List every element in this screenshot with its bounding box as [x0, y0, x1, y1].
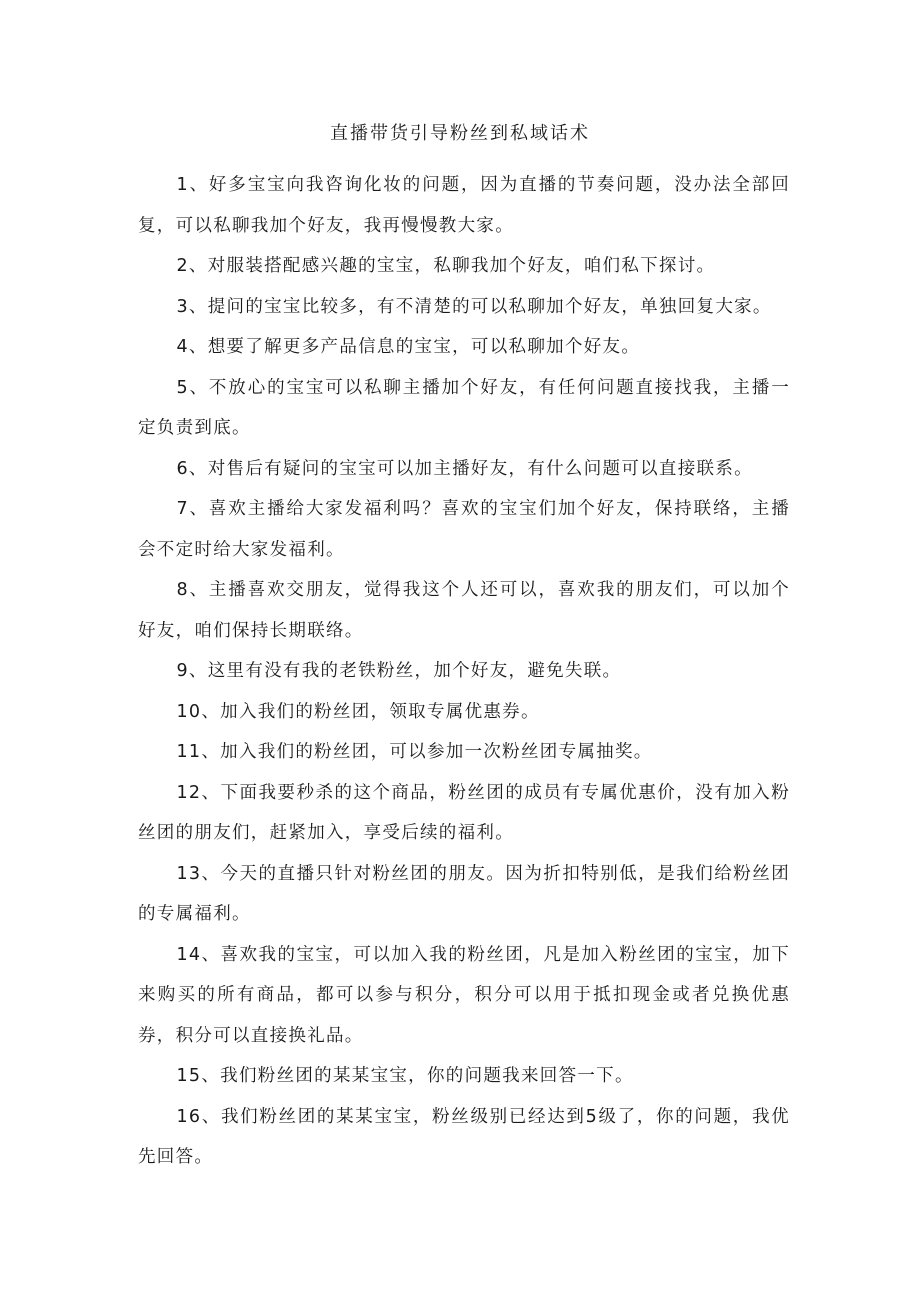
- document-body: [138, 165, 790, 1178]
- paragraph-10: 10、加入我们的粉丝团，领取专属优惠券。: [176, 701, 540, 722]
- paragraph-16: 16、我们粉丝团的某某宝宝，粉丝级别已经达到5级了，你的问题，我优先回答。: [138, 1106, 790, 1167]
- paragraph-7: 7、喜欢主播给大家发福利吗？喜欢的宝宝们加个好友，保持联络，主播会不定时给大家发福利。: [138, 499, 790, 560]
- paragraph-4: 4、想要了解更多产品信息的宝宝，可以私聊加个好友。: [176, 337, 641, 357]
- paragraph-2: 2、对服装搭配感兴趣的宝宝，私聊我加个好友，咱们私下探讨。: [176, 256, 716, 276]
- paragraph-9: 9、这里有没有我的老铁粉丝，加个好友，避免失联。: [176, 661, 622, 681]
- paragraph-12: 12、下面我要秒杀的这个商品，粉丝团的成员有专属优惠价，没有加入粉丝团的朋友们，赶紧加入，享受后续的福利。: [138, 782, 790, 843]
- paragraph-3: 3、提问的宝宝比较多，有不清楚的可以私聊加个好友，单独回复大家。: [176, 296, 772, 317]
- paragraph-5: 5、不放心的宝宝可以私聊主播加个好友，有任何问题直接找我，主播一定负责到底。: [138, 377, 790, 438]
- paragraph-1: 1、好多宝宝向我咨询化妆的问题，因为直播的节奏问题，没办法全部回复，可以私聊我加个好友，我再慢慢教大家。: [138, 175, 790, 236]
- paragraph-11: 11、加入我们的粉丝团，可以参加一次粉丝团专属抽奖。: [176, 742, 653, 762]
- paragraph-14: 14、喜欢我的宝宝，可以加入我的粉丝团，凡是加入粉丝团的宝宝，加下来购买的所有商品，都可以参与积分，积分可以用于抵扣现金或者兑换优惠券，积分可以直接换礼品。: [138, 944, 790, 1046]
- paragraph-8: 8、主播喜欢交朋友，觉得我这个人还可以，喜欢我的朋友们，可以加个好友，咱们保持长期联络。: [138, 580, 790, 641]
- paragraph-13: 13、今天的直播只针对粉丝团的朋友。因为折扣特别低，是我们给粉丝团的专属福利。: [138, 863, 790, 924]
- paragraph-6: 6、对售后有疑问的宝宝可以加主播好友，有什么问题可以直接联系。: [176, 458, 753, 479]
- paragraph-15: 15、我们粉丝团的某某宝宝，你的问题我来回答一下。: [176, 1066, 634, 1086]
- document-title: 直播带货引导粉丝到私域话术: [330, 123, 590, 144]
